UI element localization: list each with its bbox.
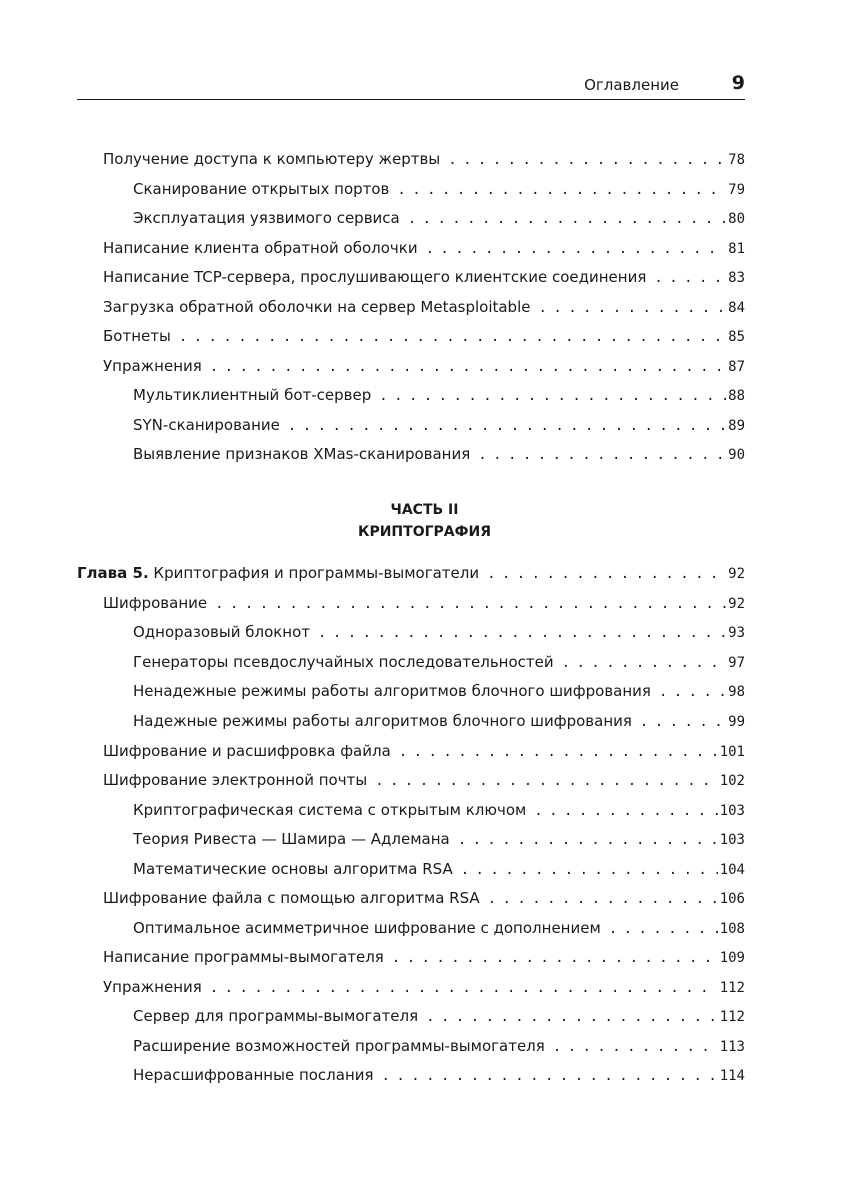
toc-entry-page: 81 — [728, 241, 745, 257]
toc-entry[interactable] — [133, 414, 745, 436]
toc-entry-page: 101 — [719, 744, 745, 760]
part-number: ЧАСТЬ II — [390, 502, 459, 518]
toc-entry-title: Написание клиента обратной оболочки — [103, 239, 418, 257]
toc-entry[interactable] — [103, 237, 745, 259]
toc-entry-page: 114 — [719, 1068, 745, 1084]
toc-entry-title: Криптографическая система с открытым ключом — [133, 801, 527, 819]
dot-leader — [375, 770, 718, 792]
dot-leader — [288, 415, 726, 437]
toc-entry-title: Математические основы алгоритма RSA — [133, 860, 453, 878]
toc-chapter-entry[interactable] — [77, 562, 745, 584]
dot-leader — [379, 385, 726, 407]
dot-leader — [488, 888, 718, 910]
dot-leader — [534, 800, 717, 822]
toc-entry-title: Расширение возможностей программы-вымогателя — [133, 1037, 545, 1055]
dot-leader — [318, 622, 726, 644]
toc-entry-page: 89 — [728, 418, 745, 434]
toc-entry-title: Упражнения — [103, 357, 202, 375]
toc-entry-page: 90 — [728, 447, 745, 463]
toc-entry-title: Написание программы-вымогателя — [103, 948, 384, 966]
toc-entry-page: 97 — [728, 655, 745, 671]
toc-entry-page: 88 — [728, 388, 745, 404]
toc-entry[interactable] — [133, 1064, 745, 1086]
toc-entry[interactable] — [133, 680, 745, 702]
toc-entry[interactable] — [133, 207, 745, 229]
toc-entry-page: 103 — [719, 803, 745, 819]
part-title: КРИПТОГРАФИЯ — [358, 524, 491, 540]
toc-entry-page: 108 — [719, 921, 745, 937]
toc-entry[interactable] — [103, 976, 745, 998]
toc-entry[interactable] — [133, 1005, 745, 1027]
toc-entry-page: 92 — [728, 566, 745, 582]
toc-entry[interactable] — [103, 355, 745, 377]
toc-entry-title: Шифрование файла с помощью алгоритма RSA — [103, 889, 480, 907]
dot-leader — [458, 829, 718, 851]
dot-leader — [461, 859, 718, 881]
toc-entry-title: Шифрование — [103, 594, 208, 612]
running-header — [77, 72, 745, 100]
dot-leader — [392, 947, 718, 969]
toc-entry[interactable] — [103, 592, 745, 614]
toc-entry[interactable] — [133, 651, 745, 673]
toc-entry-title: Сканирование открытых портов — [133, 180, 390, 198]
toc-entry[interactable] — [133, 621, 745, 643]
toc-entry-page: 103 — [719, 832, 745, 848]
toc-entry-title: Теория Ривеста — Шамира — Адлемана — [133, 830, 450, 848]
toc-entry-title: Нерасшифрованные послания — [133, 1066, 374, 1084]
toc-entry-page: 106 — [719, 891, 745, 907]
toc-entry-title: Написание TCP-сервера, прослушивающего клиентские соединения — [103, 268, 647, 286]
toc-entry-page: 104 — [719, 862, 745, 878]
dot-leader — [609, 918, 718, 940]
dot-leader — [210, 356, 726, 378]
dot-leader — [215, 593, 726, 615]
toc-entry-page: 93 — [728, 625, 745, 641]
toc-entry-title: SYN-сканирование — [133, 416, 280, 434]
toc-entry-page: 80 — [728, 211, 745, 227]
toc-entry-page: 84 — [728, 300, 745, 316]
page-number: 9 — [731, 72, 745, 94]
toc-entry-page: 98 — [728, 684, 745, 700]
toc-entry-title: Получение доступа к компьютеру жертвы — [103, 150, 441, 168]
toc-entry-page: 79 — [728, 182, 745, 198]
toc-entry[interactable] — [133, 710, 745, 732]
dot-leader — [538, 297, 726, 319]
dot-leader — [478, 444, 726, 466]
toc-entry[interactable] — [133, 1035, 745, 1057]
dot-leader — [179, 326, 726, 348]
dot-leader — [426, 238, 727, 260]
toc-entry[interactable] — [133, 443, 745, 465]
toc-entry-title: Эксплуатация уязвимого сервиса — [133, 209, 400, 227]
running-header-title: Оглавление — [584, 76, 679, 94]
toc-entry-title: Надежные режимы работы алгоритмов блочного шифрования — [133, 712, 632, 730]
toc-entry-title: Шифрование и расшифровка файла — [103, 742, 391, 760]
dot-leader — [487, 563, 726, 585]
dot-leader — [659, 681, 726, 703]
toc-entry[interactable] — [103, 148, 745, 170]
toc-entry-page: 112 — [719, 980, 745, 996]
dot-leader — [562, 652, 727, 674]
toc-entry[interactable] — [133, 384, 745, 406]
toc-entry-title: Одноразовый блокнот — [133, 623, 311, 641]
dot-leader — [382, 1065, 718, 1087]
toc-entry-title: Сервер для программы-вымогателя — [133, 1007, 419, 1025]
toc-entry-title: Ботнеты — [103, 327, 171, 345]
dot-leader — [448, 149, 726, 171]
dot-leader — [399, 741, 718, 763]
toc-entry-page: 99 — [728, 714, 745, 730]
dot-leader — [553, 1036, 718, 1058]
toc-entry-page: 102 — [719, 773, 745, 789]
toc-entry-title: Шифрование электронной почты — [103, 771, 368, 789]
chapter-title: Криптография и программы-вымогатели — [153, 564, 480, 582]
toc-entry[interactable] — [103, 887, 745, 909]
dot-leader — [426, 1006, 718, 1028]
toc-entry[interactable] — [103, 769, 745, 791]
toc-entry[interactable] — [103, 946, 745, 968]
toc-entry-page: 85 — [728, 329, 745, 345]
toc-entry[interactable] — [103, 740, 745, 762]
toc-entry-page: 109 — [719, 950, 745, 966]
dot-leader — [654, 267, 726, 289]
toc-entry[interactable] — [133, 858, 745, 880]
toc-entry-title: Ненадежные режимы работы алгоритмов блочного шифрования — [133, 682, 651, 700]
toc-entry-page: 92 — [728, 596, 745, 612]
toc-entry-page: 112 — [719, 1009, 745, 1025]
dot-leader — [210, 977, 718, 999]
toc-entry[interactable] — [133, 917, 745, 939]
chapter-label: Глава 5. — [77, 564, 149, 582]
toc-entry[interactable] — [103, 296, 745, 318]
toc-entry[interactable] — [103, 266, 745, 288]
toc-entry-page: 87 — [728, 359, 745, 375]
toc-entry-page: 113 — [719, 1039, 745, 1055]
toc-entry[interactable] — [133, 178, 745, 200]
dot-leader — [640, 711, 726, 733]
toc-entry[interactable] — [133, 828, 745, 850]
toc-entry-title: Генераторы псевдослучайных последовательностей — [133, 653, 554, 671]
toc-entry-title: Загрузка обратной оболочки на сервер Metasploitable — [103, 298, 531, 316]
dot-leader — [408, 208, 726, 230]
toc-entry-title: Оптимальное асимметричное шифрование с дополнением — [133, 919, 601, 937]
toc-entry-title: Упражнения — [103, 978, 202, 996]
toc-entry-page: 78 — [728, 152, 745, 168]
toc-entry-page: 83 — [728, 270, 745, 286]
toc-entry-title: Мультиклиентный бот-сервер — [133, 386, 372, 404]
dot-leader — [397, 179, 726, 201]
toc-entry[interactable] — [103, 325, 745, 347]
toc-entry-title: Выявление признаков XMas-сканирования — [133, 445, 471, 463]
toc-entry[interactable] — [133, 799, 745, 821]
